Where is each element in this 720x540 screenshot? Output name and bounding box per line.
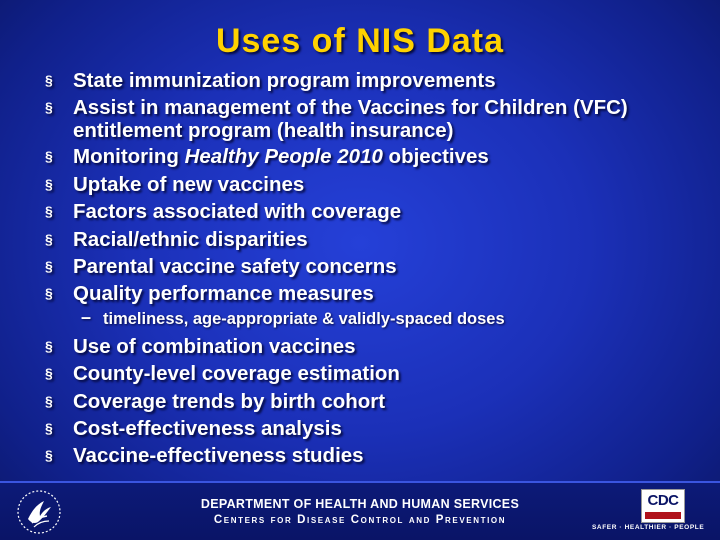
bullet-text: Racial/ethnic disparities	[73, 227, 308, 251]
bullet-text: Parental vaccine safety concerns	[73, 254, 397, 278]
bullet-item	[45, 444, 705, 467]
bullet-text: Vaccine-effectiveness studies	[73, 444, 364, 468]
bullet-text: Assist in management of the Vaccines for Children (VFC) entitlement program (health insurance)	[73, 96, 628, 143]
bullet-text: Factors associated with coverage	[73, 200, 402, 224]
bullet-item	[45, 362, 705, 385]
bullet-text: Coverage trends by birth cohort	[73, 389, 386, 413]
bullet-text: Cost-effectiveness analysis	[73, 416, 342, 440]
bullet-text-before: Monitoring	[73, 145, 185, 169]
bullet-text: Use of combination vaccines	[73, 334, 356, 358]
hhs-eagle-seal-icon	[14, 489, 64, 535]
bullet-item	[45, 335, 705, 358]
bullet-item	[45, 145, 705, 168]
bullet-marker-icon: §	[45, 230, 53, 247]
bullet-list	[45, 69, 705, 472]
slide-title: Uses of NIS Data	[215, 22, 505, 60]
bullet-marker-icon: §	[45, 285, 53, 302]
bullet-item	[45, 69, 705, 92]
cdc-logo-text: CDC	[647, 492, 679, 509]
tagline: SAFER · HEALTHIER · PEOPLE	[592, 524, 705, 531]
bullet-text: State immunization program improvements	[73, 69, 496, 92]
bullet-text: Quality performance measures	[73, 282, 374, 306]
bullet-marker-icon: §	[45, 337, 53, 354]
bullet-item	[45, 173, 705, 196]
bullet-item	[45, 255, 705, 278]
bullet-text: County-level coverage estimation	[73, 362, 400, 386]
bullet-text-italic: Healthy People 2010	[184, 145, 383, 169]
bullet-marker-icon: §	[45, 72, 53, 88]
bullet-item	[45, 390, 705, 413]
center-name: Centers for Disease Control and Prevention	[213, 514, 507, 526]
bullet-marker-icon: §	[45, 365, 53, 382]
bullet-item	[45, 96, 705, 142]
bullet-text: Uptake of new vaccines	[73, 172, 305, 196]
bullet-marker-icon: §	[45, 447, 53, 464]
sub-bullet-text: timeliness, age-appropriate & validly-spaced doses	[103, 309, 505, 328]
bullet-item	[45, 417, 705, 440]
bullet-item	[45, 228, 705, 251]
bullet-text-after: objectives	[382, 145, 489, 169]
bullet-marker-icon: §	[45, 99, 53, 116]
cdc-logo-icon	[641, 489, 685, 523]
bullet-marker-icon: §	[45, 203, 53, 220]
bullet-item	[45, 200, 705, 223]
dash-marker-icon: –	[81, 306, 92, 327]
bullet-marker-icon: §	[45, 392, 53, 409]
department-name: DEPARTMENT OF HEALTH AND HUMAN SERVICES	[200, 497, 520, 511]
bullet-marker-icon: §	[45, 419, 53, 436]
bullet-item	[45, 282, 705, 305]
bullet-marker-icon: §	[45, 257, 53, 274]
cdc-logo-band	[645, 512, 681, 519]
bullet-marker-icon: §	[45, 175, 53, 192]
sub-bullet-item	[45, 306, 705, 329]
bullet-marker-icon: §	[45, 148, 53, 165]
